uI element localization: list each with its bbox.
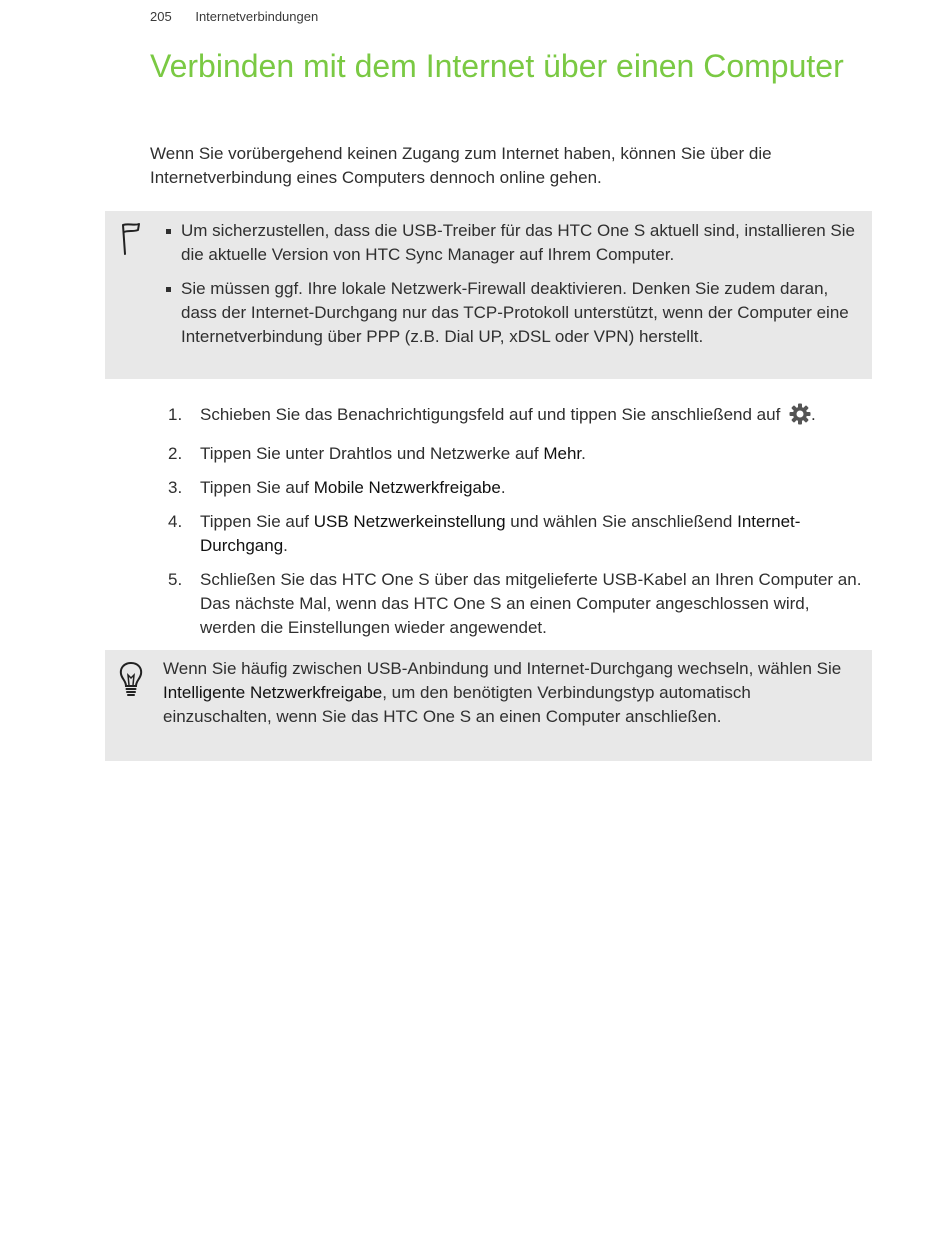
- step-text: Tippen Sie unter Drahtlos und Netzwerke auf: [200, 444, 544, 463]
- step-item: [168, 442, 868, 466]
- page-header: [150, 9, 318, 24]
- flag-icon: [119, 221, 143, 262]
- tip-text-part: Wenn Sie häufig zwischen USB-Anbindung und Internet-Durchgang wechseln, wählen Sie: [163, 659, 842, 678]
- step-text: Tippen Sie auf: [200, 478, 314, 497]
- step-text: Tippen Sie auf: [200, 512, 314, 531]
- step-end: .: [811, 405, 816, 424]
- step-item: [168, 510, 868, 558]
- step-ui-label: USB Netzwerkeinstellung: [313, 512, 506, 531]
- step-item: [168, 568, 868, 640]
- step-number: 5.: [168, 570, 183, 589]
- page-number: 205: [150, 9, 172, 24]
- settings-gear-icon: [789, 403, 811, 432]
- step-ui-label: Mobile Netzwerkfreigabe: [313, 478, 501, 497]
- tip-text-part: , um den benötigten Verbindungstyp automatisch einzuschalten, wenn Sie das HTC One S an einen Computer anschließen.: [163, 683, 751, 726]
- tip-text: [163, 657, 853, 729]
- step-number: 1.: [168, 405, 183, 424]
- note-box: [105, 211, 872, 379]
- step-ui-label: Internet-Durchgang: [200, 512, 801, 555]
- step-number: 4.: [168, 512, 183, 531]
- step-text: und wählen Sie anschließend: [505, 512, 738, 531]
- step-text: Schließen Sie das HTC One S über das mitgelieferte USB-Kabel an Ihren Computer an. Das nächste Mal, wenn das HTC One S an einen Computer angeschlossen wird, werden die Einstellungen wieder angewendet.: [200, 570, 862, 637]
- step-end: .: [581, 444, 586, 463]
- tip-ui-label: Intelligente Netzwerkfreigabe: [163, 683, 383, 702]
- lightbulb-icon: [117, 660, 145, 703]
- step-item: [168, 403, 868, 432]
- step-number: 3.: [168, 478, 183, 497]
- step-text: Schieben Sie das Benachrichtigungsfeld auf und tippen Sie anschließend auf: [200, 405, 781, 424]
- step-number: 2.: [168, 444, 183, 463]
- note-item: Sie müssen ggf. Ihre lokale Netzwerk-Firewall deaktivieren. Denken Sie zudem daran, dass der Internet-Durchgang nur das TCP-Protokoll unterstützt, wenn der Computer eine Internetverbindung über PPP (z.B. Dial UP, xDSL oder VPN) herstellt.: [163, 277, 863, 349]
- page-title: Verbinden mit dem Internet über einen Computer: [150, 48, 844, 84]
- tip-box: [105, 650, 872, 761]
- intro-paragraph: Wenn Sie vorübergehend keinen Zugang zum Internet haben, können Sie über die Internetverbindung eines Computers dennoch online gehen.: [150, 144, 772, 187]
- step-item: [168, 476, 868, 500]
- section-title: Internetverbindungen: [195, 9, 319, 24]
- note-list: [163, 219, 863, 359]
- note-item: Um sicherzustellen, dass die USB-Treiber für das HTC One S aktuell sind, installieren Sie die aktuelle Version von HTC Sync Manager auf Ihrem Computer.: [163, 219, 863, 267]
- step-end: .: [500, 478, 506, 497]
- steps-list: [168, 403, 868, 650]
- step-end: .: [283, 536, 288, 555]
- step-ui-label: Mehr: [543, 444, 582, 463]
